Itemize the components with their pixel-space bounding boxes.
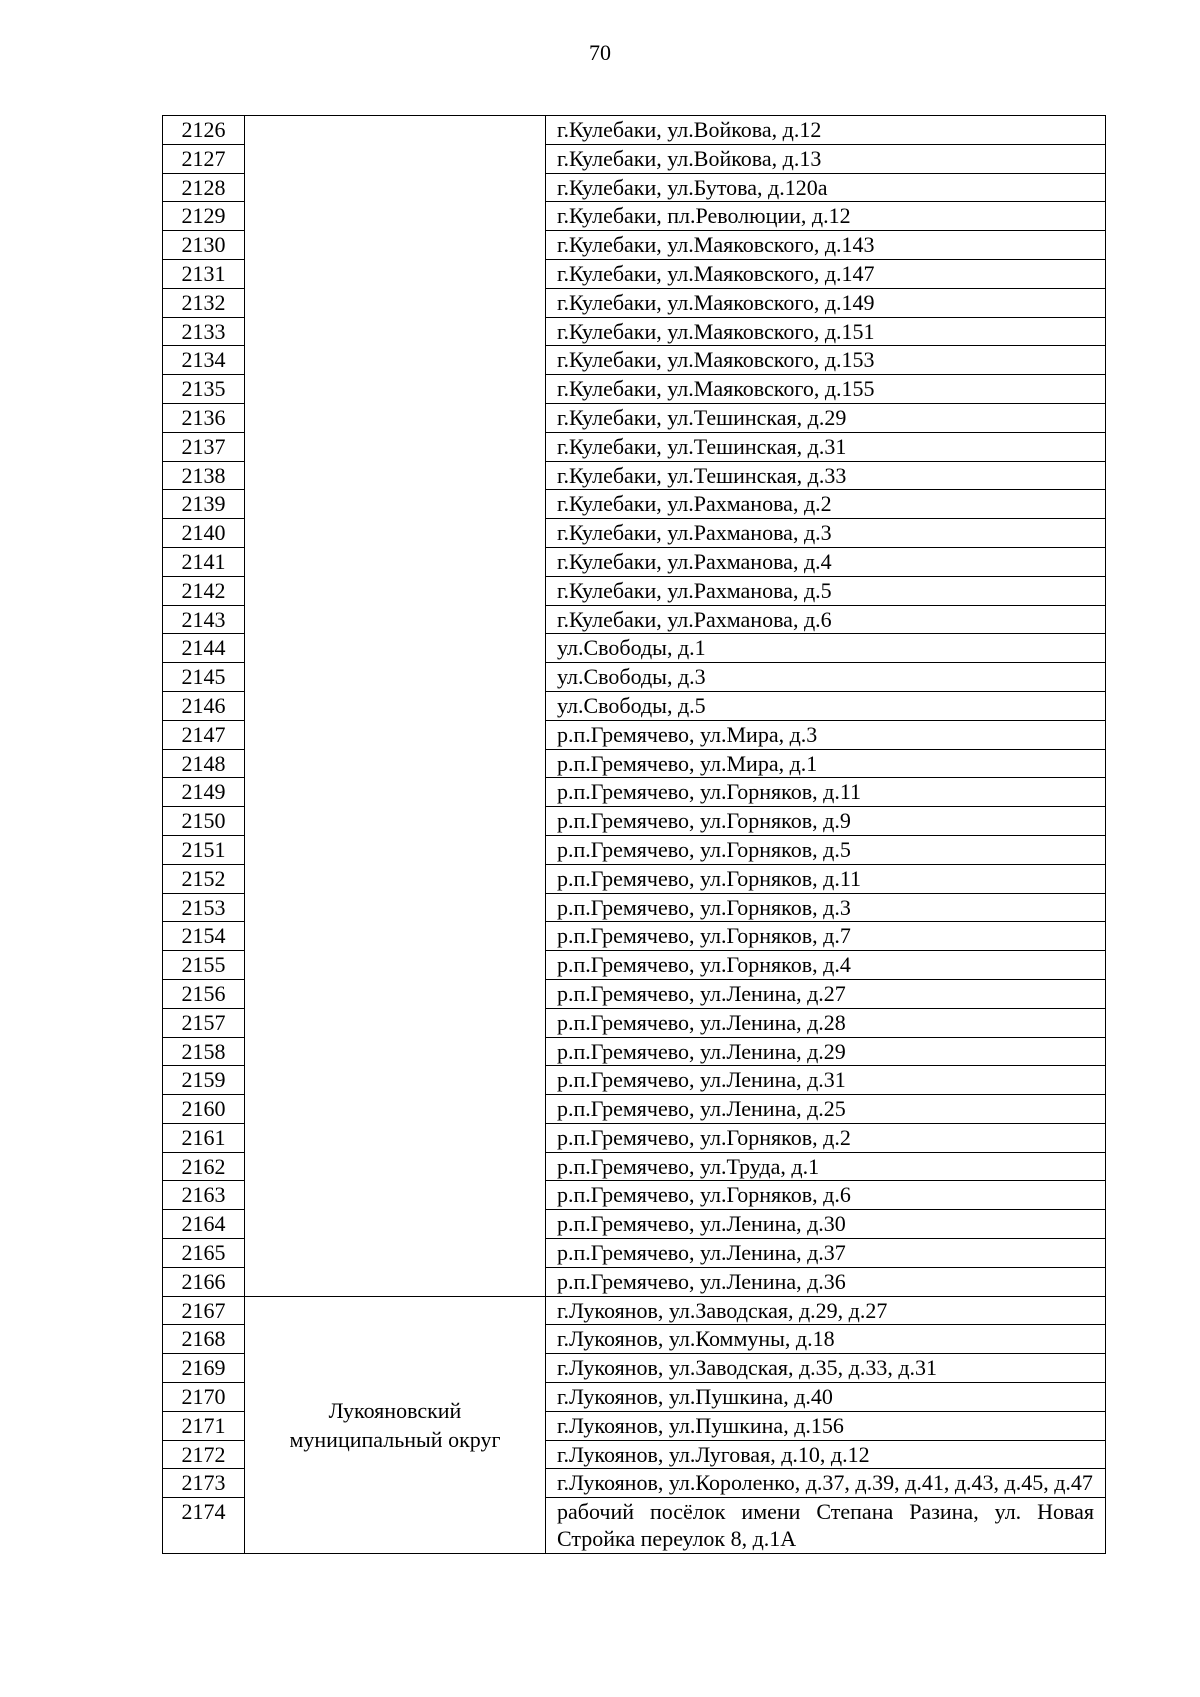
row-number-cell: 2144 bbox=[163, 634, 245, 663]
address-cell: г.Кулебаки, ул.Рахманова, д.3 bbox=[546, 519, 1106, 548]
address-cell: р.п.Гремячево, ул.Мира, д.3 bbox=[546, 720, 1106, 749]
row-number-cell: 2148 bbox=[163, 749, 245, 778]
row-number-cell: 2158 bbox=[163, 1037, 245, 1066]
address-cell: г.Кулебаки, ул.Тешинская, д.31 bbox=[546, 432, 1106, 461]
address-cell: ул.Свободы, д.1 bbox=[546, 634, 1106, 663]
row-number-cell: 2159 bbox=[163, 1066, 245, 1095]
address-cell: г.Кулебаки, пл.Революции, д.12 bbox=[546, 202, 1106, 231]
address-cell: р.п.Гремячево, ул.Горняков, д.11 bbox=[546, 778, 1106, 807]
row-number-cell: 2140 bbox=[163, 519, 245, 548]
row-number-cell: 2134 bbox=[163, 346, 245, 375]
address-cell: г.Кулебаки, ул.Маяковского, д.153 bbox=[546, 346, 1106, 375]
row-number-cell: 2150 bbox=[163, 807, 245, 836]
address-cell: р.п.Гремячево, ул.Горняков, д.6 bbox=[546, 1181, 1106, 1210]
row-number-cell: 2164 bbox=[163, 1210, 245, 1239]
row-number-cell: 2129 bbox=[163, 202, 245, 231]
address-cell: г.Кулебаки, ул.Тешинская, д.29 bbox=[546, 403, 1106, 432]
row-number-cell: 2170 bbox=[163, 1383, 245, 1412]
row-number-cell: 2173 bbox=[163, 1469, 245, 1498]
address-cell: р.п.Гремячево, ул.Горняков, д.4 bbox=[546, 951, 1106, 980]
address-cell: г.Лукоянов, ул.Заводская, д.35, д.33, д.31 bbox=[546, 1354, 1106, 1383]
row-number-cell: 2168 bbox=[163, 1325, 245, 1354]
row-number-cell: 2128 bbox=[163, 173, 245, 202]
address-cell: г.Кулебаки, ул.Рахманова, д.6 bbox=[546, 605, 1106, 634]
address-cell: г.Кулебаки, ул.Бутова, д.120а bbox=[546, 173, 1106, 202]
row-number-cell: 2133 bbox=[163, 317, 245, 346]
row-number-cell: 2132 bbox=[163, 288, 245, 317]
address-cell: г.Кулебаки, ул.Маяковского, д.143 bbox=[546, 231, 1106, 260]
row-number-cell: 2151 bbox=[163, 835, 245, 864]
row-number-cell: 2154 bbox=[163, 922, 245, 951]
address-cell: р.п.Гремячево, ул.Ленина, д.28 bbox=[546, 1008, 1106, 1037]
address-cell: р.п.Гремячево, ул.Ленина, д.30 bbox=[546, 1210, 1106, 1239]
address-cell: р.п.Гремячево, ул.Мира, д.1 bbox=[546, 749, 1106, 778]
row-number-cell: 2136 bbox=[163, 403, 245, 432]
address-cell: г.Кулебаки, ул.Маяковского, д.149 bbox=[546, 288, 1106, 317]
municipality-cell-kulebaki bbox=[245, 116, 546, 1297]
address-cell: г.Лукоянов, ул.Короленко, д.37, д.39, д.41, д.43, д.45, д.47 bbox=[546, 1469, 1106, 1498]
row-number-cell: 2141 bbox=[163, 547, 245, 576]
row-number-cell: 2137 bbox=[163, 432, 245, 461]
address-cell: г.Кулебаки, ул.Войкова, д.13 bbox=[546, 144, 1106, 173]
address-cell: р.п.Гремячево, ул.Ленина, д.36 bbox=[546, 1267, 1106, 1296]
row-number-cell: 2131 bbox=[163, 259, 245, 288]
row-number-cell: 2157 bbox=[163, 1008, 245, 1037]
address-cell: р.п.Гремячево, ул.Горняков, д.9 bbox=[546, 807, 1106, 836]
row-number-cell: 2147 bbox=[163, 720, 245, 749]
municipality-name-line-1: Лукояновский bbox=[328, 1397, 462, 1423]
row-number-cell: 2149 bbox=[163, 778, 245, 807]
address-cell: р.п.Гремячево, ул.Горняков, д.3 bbox=[546, 893, 1106, 922]
row-number-cell: 2160 bbox=[163, 1095, 245, 1124]
address-cell: г.Лукоянов, ул.Коммуны, д.18 bbox=[546, 1325, 1106, 1354]
address-table-body bbox=[163, 116, 1106, 1554]
row-number-cell: 2169 bbox=[163, 1354, 245, 1383]
address-cell: р.п.Гремячево, ул.Ленина, д.29 bbox=[546, 1037, 1106, 1066]
address-cell: г.Лукоянов, ул.Пушкина, д.156 bbox=[546, 1411, 1106, 1440]
table-row bbox=[163, 116, 1106, 145]
address-cell: г.Кулебаки, ул.Тешинская, д.33 bbox=[546, 461, 1106, 490]
row-number-cell: 2135 bbox=[163, 375, 245, 404]
row-number-cell: 2127 bbox=[163, 144, 245, 173]
address-cell: р.п.Гремячево, ул.Труда, д.1 bbox=[546, 1152, 1106, 1181]
address-cell: г.Лукоянов, ул.Заводская, д.29, д.27 bbox=[546, 1296, 1106, 1325]
address-cell: ул.Свободы, д.3 bbox=[546, 663, 1106, 692]
address-cell: ул.Свободы, д.5 bbox=[546, 691, 1106, 720]
row-number-cell: 2162 bbox=[163, 1152, 245, 1181]
address-cell: р.п.Гремячево, ул.Ленина, д.27 bbox=[546, 979, 1106, 1008]
row-number-cell: 2174 bbox=[163, 1498, 245, 1554]
row-number-cell: 2161 bbox=[163, 1123, 245, 1152]
row-number-cell: 2139 bbox=[163, 490, 245, 519]
address-cell: г.Кулебаки, ул.Маяковского, д.147 bbox=[546, 259, 1106, 288]
address-cell: г.Кулебаки, ул.Маяковского, д.155 bbox=[546, 375, 1106, 404]
address-cell: р.п.Гремячево, ул.Горняков, д.11 bbox=[546, 864, 1106, 893]
row-number-cell: 2143 bbox=[163, 605, 245, 634]
address-cell: г.Кулебаки, ул.Рахманова, д.4 bbox=[546, 547, 1106, 576]
address-cell: р.п.Гремячево, ул.Ленина, д.37 bbox=[546, 1239, 1106, 1268]
address-table bbox=[162, 115, 1106, 1554]
row-number-cell: 2156 bbox=[163, 979, 245, 1008]
address-cell: р.п.Гремячево, ул.Горняков, д.2 bbox=[546, 1123, 1106, 1152]
row-number-cell: 2166 bbox=[163, 1267, 245, 1296]
row-number-cell: 2171 bbox=[163, 1411, 245, 1440]
address-cell: г.Кулебаки, ул.Войкова, д.12 bbox=[546, 116, 1106, 145]
address-cell: г.Кулебаки, ул.Маяковского, д.151 bbox=[546, 317, 1106, 346]
row-number-cell: 2130 bbox=[163, 231, 245, 260]
row-number-cell: 2152 bbox=[163, 864, 245, 893]
row-number-cell: 2145 bbox=[163, 663, 245, 692]
address-cell: г.Лукоянов, ул.Луговая, д.10, д.12 bbox=[546, 1440, 1106, 1469]
row-number-cell: 2138 bbox=[163, 461, 245, 490]
address-cell: р.п.Гремячево, ул.Горняков, д.5 bbox=[546, 835, 1106, 864]
table-row bbox=[163, 1296, 1106, 1325]
row-number-cell: 2142 bbox=[163, 576, 245, 605]
row-number-cell: 2155 bbox=[163, 951, 245, 980]
page-number: 70 bbox=[589, 40, 611, 65]
row-number-cell: 2165 bbox=[163, 1239, 245, 1268]
row-number-cell: 2126 bbox=[163, 116, 245, 145]
address-cell: р.п.Гремячево, ул.Ленина, д.25 bbox=[546, 1095, 1106, 1124]
row-number-cell: 2146 bbox=[163, 691, 245, 720]
row-number-cell: 2153 bbox=[163, 893, 245, 922]
address-cell: р.п.Гремячево, ул.Ленина, д.31 bbox=[546, 1066, 1106, 1095]
municipality-cell-lukoyanov bbox=[245, 1296, 546, 1554]
row-number-cell: 2172 bbox=[163, 1440, 245, 1469]
row-number-cell: 2167 bbox=[163, 1296, 245, 1325]
address-cell: г.Кулебаки, ул.Рахманова, д.2 bbox=[546, 490, 1106, 519]
address-cell: р.п.Гремячево, ул.Горняков, д.7 bbox=[546, 922, 1106, 951]
municipality-name-line-2: муниципальный округ bbox=[289, 1426, 501, 1452]
address-cell: г.Кулебаки, ул.Рахманова, д.5 bbox=[546, 576, 1106, 605]
address-cell: г.Лукоянов, ул.Пушкина, д.40 bbox=[546, 1383, 1106, 1412]
row-number-cell: 2163 bbox=[163, 1181, 245, 1210]
address-cell: рабочий посёлок имени Степана Разина, ул. Новая Стройка переулок 8, д.1А bbox=[546, 1498, 1106, 1554]
